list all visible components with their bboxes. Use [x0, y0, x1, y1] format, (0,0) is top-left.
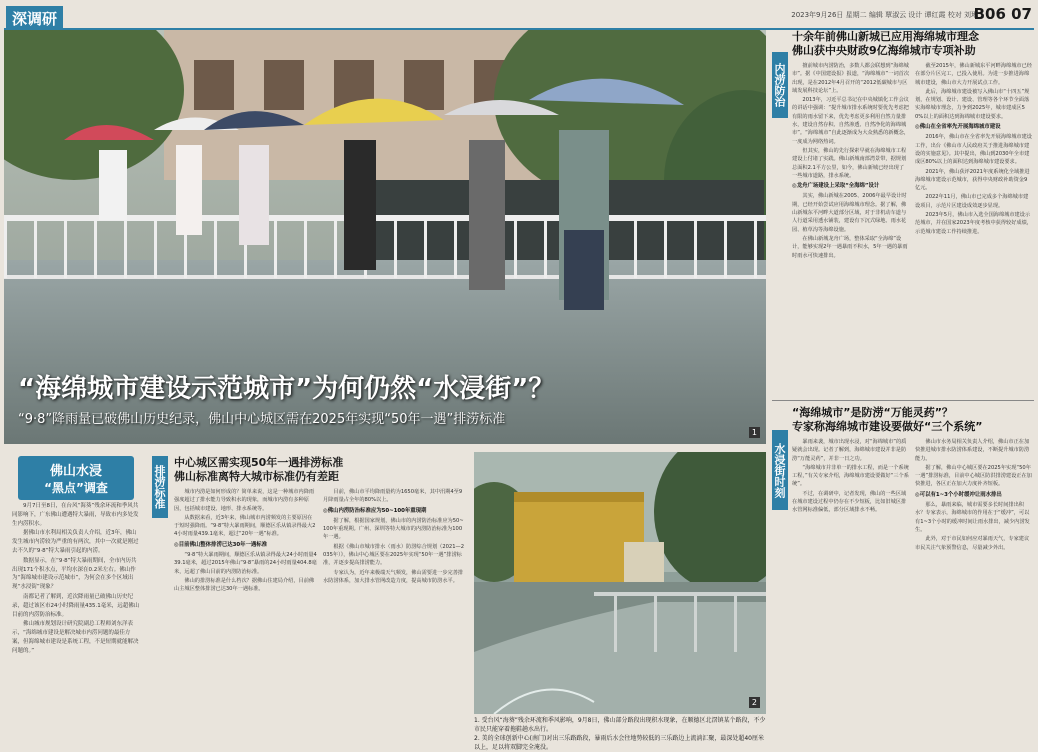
- text-column: [323, 488, 466, 742]
- paragraph: 佛山城市规划设计研究院副总工程师刘东洋表示，“海绵城市建设是解决城市内涝问题的最佳方案，但海绵城市建设是系统工程，不是短期就能解决问题的。”: [12, 621, 139, 654]
- paragraph: “9·8”特大暴雨期间，顺德区乐从镇录得最大24小时雨量439.1毫米，超过2015年佛山“9·8”暴雨的24小时雨量404.8毫米，远超了佛山目前的内涝防治标准。: [174, 552, 317, 575]
- paragraph: 佛山的排涝标准是什么档次？据佛山住建局介绍，目前佛山主城区整体排涝已达30年一遇标准。: [174, 577, 315, 593]
- paragraph: 佛山市水务局相关负责人介绍，佛山市正在加快推进城市排水防涝体系建设，不断提升城市防涝能力。: [915, 439, 1030, 462]
- photo-number-badge: 2: [749, 697, 760, 708]
- section-vertical-tag: 内涝防治: [772, 52, 788, 118]
- section-tag: 深调研: [6, 6, 63, 31]
- column-heading-line1: 佛山水浸: [49, 464, 102, 479]
- paragraph: 不过，在调研中，记者发现，佛山的一些区域在城市建设过程中仍存在不少短板，比如旧城区排水管网标准偏低，部分区域排水不畅。: [792, 490, 907, 514]
- paragraph: 2013年，习近平总书记在中央城镇化工作会议的讲话中强调：“提升城市排水系统时要优先考虑把有限的雨水留下来，优先考虑更多利用自然力量排水，建设自然存积、自然渗透、自然净化的海绵城市”。“海绵城市”自此逐渐成为大众熟悉的新概念，一度成为网络热词。: [792, 97, 909, 145]
- paragraph: 据了解，佛山中心城区要在2025年实现“50年一遇”排涝标准，目前中心城区防洪排涝建设正在加快推进，各区正在加大力度补齐短板。: [915, 464, 1032, 488]
- paragraph: 数据显示，在“9·8”特大暴雨期间，全市内历共出现171个积水点，平均水深在0.2米左右。佛山作为“海绵城市建设示范城市”，为何会在多个区域出现“水浸街”现象？: [12, 557, 137, 591]
- paragraph: 城市内涝是如何形成的？简单来说，这是一种城市内降雨强度超过了排水能力导致积水的现象，而城市内涝有多种原因，包括城市建设、地形、排水系统等。: [174, 489, 315, 512]
- section-divider: [772, 400, 1034, 401]
- paragraph: 根据《佛山市城市排水（雨水）防涝综合规划（2021—2035年）》，佛山中心城区要在2025年实现“50年一遇”排涝标准，并逐步提高排涝能力。: [323, 543, 465, 567]
- paragraph: 目前，佛山市平均降雨量约为1650毫米，其中汛期4至9月降雨量占全年的80%以上。: [323, 489, 463, 504]
- article-title: 中心城区需实现50年一遇排涝标准 佛山标准离特大城市标准仍有差距: [174, 456, 344, 483]
- article-body: [174, 488, 466, 742]
- page-number: B06 07: [973, 5, 1032, 23]
- bottom-left-column: [4, 450, 146, 746]
- hero-subheadline: “9·8”降雨量已破佛山历史纪录，佛山中心城区需在2025年实现“50年一遇”排涝标准: [18, 412, 506, 427]
- hero-headline: “海绵城市建设示范城市”为何仍然“水浸街”？: [18, 374, 555, 404]
- paragraph: 专家认为，近年来极端天气频发，佛山需要进一步完善排水防涝体系，加大排水管网改造力度，提高城市防涝水平。: [323, 569, 464, 584]
- section-vertical-tag: 水浸街时刻: [772, 430, 788, 510]
- column-heading-line2: “黑点”调查: [44, 481, 108, 495]
- flooded-road-illustration: [474, 452, 766, 714]
- subheading: ◎佛山在全省率先开展海绵城市建设: [915, 124, 1001, 131]
- paragraph: 擅前城市内涝防治，多数人都会联想到“海绵城市”。据《中国建设报》报道，“海绵城市”一词首次出现，是在2012年4月召开的“2012低碳城市与区域发展科技论坛”上。: [792, 63, 909, 94]
- paragraph: 那么，暴雨来临，城市需要多长时间排出积水？专家表示，海绵城市的作用在于“缓冲”，可以有1~3个小时的缓冲时间让雨水排出，减少内涝发生。: [915, 502, 1030, 533]
- text-column: [174, 488, 317, 742]
- section-vertical-tag: 排涝标准: [152, 456, 168, 518]
- paragraph: 截至2015年，佛山新城东平河畔海绵城市已经在部分片区完工，已投入使用。为进一步推进海绵城市建设，佛山市大力开展试点工作。: [915, 63, 1032, 86]
- paragraph: 据佛山市水利局相关负责人介绍，近3年，佛山发生城市内涝较为严重的有两次，其中一次就是刚过去不久的“9·8”特大暴雨引起的内涝。: [12, 530, 139, 554]
- paragraph: 9月7日至8日，在台风“海葵”残余环流和季风共同影响下，广东佛山遭遇特大暴雨，导致市内多处发生内涝积水。: [12, 503, 139, 527]
- text-column: [915, 438, 1032, 742]
- bottom-middle-article: [152, 450, 470, 746]
- text-column: [915, 62, 1032, 398]
- paragraph: 其实，佛山新城在2005、2006年最早设计时期，已经开始尝试应用海绵城市理念。据了解，佛山新城东平河畔大道部分区域，对于非机动车道与人行道采用透水铺装，建设有下沉式绿地、雨水花园、植草沟等海绵设施。: [792, 193, 907, 233]
- column-body: [12, 502, 140, 742]
- paragraph: 据了解，根据国家规划，佛山市的内涝防治标准应为50~100年重现期。广州、深圳等特大城市的内涝防治标准为100年一遇。: [323, 517, 464, 541]
- hero-photo: [4, 30, 766, 444]
- paragraph: 2023年5月，佛山市入选全国海绵城市建设示范城市，并在国家2023年度考核中获得较好成绩，示范城市建设工作持续推进。: [915, 212, 1032, 235]
- paragraph: 暴雨来袭，城市出现水浸，对“海绵城市”的质疑就会出现。记者了解到，海绵城市建设并非是防涝“万能灵药”，并非一日之功。: [792, 439, 907, 462]
- subheading: ◎可以有1~3个小时缓冲让雨水排出: [915, 491, 1002, 498]
- paragraph: 2016年，佛山市在全省率先开展海绵城市建设工作，出台《佛山市人民政府关于推进海绵城市建设的实施意见》。其中提出，佛山到2030年全市建成区80%以上的面积达到海绵城市建设要求。: [915, 134, 1032, 166]
- column-heading-box: [18, 456, 134, 500]
- paragraph: 此后，海绵城市建设被写入佛山市“十四五”规划，在规划、设计、建设、管理等各个环节全面落实海绵城市理念，力争到2025年，城市建成区50%以上的面积达到海绵城市建设要求。: [915, 88, 1030, 120]
- date-line: 2023年9月26日 星期二 编辑 覃淑云 设计 谭红霞 校对 刘琳: [791, 11, 978, 19]
- article-body: [792, 438, 1032, 742]
- text-column: [792, 62, 909, 398]
- article-body: [792, 62, 1032, 398]
- article-title: “海绵城市”是防涝“万能灵药”？ 专家称海绵城市建设要做好“三个系统”: [792, 406, 983, 433]
- paragraph: 从数据来看，近3年来，佛山城市内涝频发的主要原因在于短时强降雨。“9·8”特大暴雨期间，顺德区乐从镇录得最大24小时雨量439.1毫米，超过“20年一遇”标准。: [174, 514, 316, 538]
- paragraph: 南都记者了解到，近次降雨量已破佛山历史纪录，超过该区市24小时降雨量435.1毫米，远超佛山目前的内涝防治标准。: [12, 593, 140, 618]
- subheading: ◎佛山内涝防治标准应为50~100年重现期: [323, 507, 427, 514]
- flooded-road-photo: [474, 452, 766, 714]
- photo-number-badge: 1: [749, 427, 760, 438]
- paragraph: 此外，对于市民如何应对暴雨天气，专家建议市民关注气象预警信息，尽量减少外出。: [915, 536, 1030, 551]
- subheading: ◎目前佛山整体排涝已达30年一遇标准: [174, 541, 268, 548]
- photo-captions: [474, 716, 766, 752]
- paragraph: “海绵城市并非单一的排水工程，而是一个系统工程，”有关专家介绍，海绵城市建设要做好“三个系统”。: [792, 464, 909, 488]
- paragraph: 2021年，佛山获评2021年度系统化全域推进海绵城市建设示范城市，获得中央财政补助资金9亿元。: [915, 168, 1030, 192]
- caption-2: 2. 美的全球创新中心(南门)对出三乐路路段，暴雨后水会往地势较低的三乐路边上流淌汇聚，最深处超40厘米以上，足以将双脚完全淹没。: [474, 735, 764, 751]
- text-column: [792, 438, 909, 742]
- right-column: [772, 30, 1034, 746]
- subheading: ◎龙舟广场建设上采取“全海绵”设计: [792, 183, 880, 190]
- paragraph: 但其实，佛山的先行探索早就在海绵城市工程建设上付诸了实践。佛山新城南部湾景带，据规划总面积2.1平方公里，如今，佛山新城已经出现了一些城市道路，排水系统。: [792, 147, 907, 179]
- paragraph: 2022年11月，佛山市已完成多个海绵城市建设项目，示范片区建设成效逐步显现。: [915, 194, 1029, 209]
- paragraph: 在佛山新城龙舟广场，整体采取“全海绵”设计，能够实现2年一遇暴雨不积水，5年一遇的暴雨时雨水可快速排出。: [792, 235, 908, 259]
- article-title: 十余年前佛山新城已应用海绵城市理念 佛山获中央财政9亿海绵城市专项补助: [792, 30, 979, 57]
- caption-1: 1. 受台风“海葵”残余环流和季风影响，9月8日，佛山部分路段出现积水现象，在顺德区北滘镇某个路段，不少市民只能穿着拖鞋趟水出行。: [474, 717, 766, 733]
